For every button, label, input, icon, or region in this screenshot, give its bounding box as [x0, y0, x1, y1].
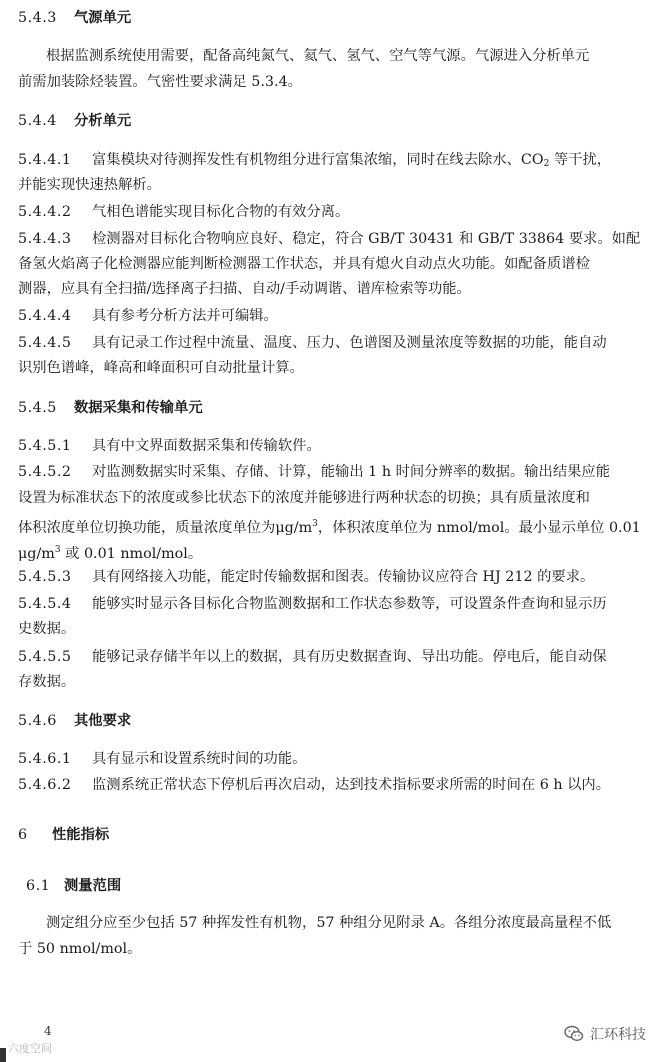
- clause-line: 设置为标准状态下的浓度或参比状态下的浓度并能够进行两种状态的切换；具有质量浓度和: [18, 490, 590, 506]
- clause-line: 5.4.4.1 富集模块对待测挥发性有机物组分进行富集浓缩，同时在线去除水、$CO_2$ 等干扰，: [18, 152, 612, 169]
- corner-mark: [0, 1048, 6, 1062]
- clause-line: 并能实现快速热解析。: [18, 177, 161, 193]
- clause-line: 5.4.5.4 能够实时显示各目标化合物监测数据和工作状态参数等，可设置条件查询和显示历: [18, 596, 607, 612]
- section-heading: 5.4.4 分析单元: [18, 113, 132, 129]
- clause-line: 识别色谱峰，峰高和峰面积可自动批量计算。: [18, 360, 304, 376]
- clause-line: 备氢火焰离子化检测器应能判断检测器工作状态，并具有熄火自动点火功能。如配备质谱检: [18, 256, 590, 272]
- clause-line: 体积浓度单位切换功能，质量浓度单位为$\mu g/m^3$，体积浓度单位为 nmol/mol。最小显示单位 0.01: [18, 519, 641, 536]
- section-heading: 5.4.6 其他要求: [18, 713, 132, 729]
- chapter-heading: 6 性能指标: [18, 827, 110, 843]
- clause-line: 5.4.6.1 具有显示和设置系统时间的功能。: [18, 751, 307, 767]
- paragraph-line: 根据监测系统使用需要，配备高纯氮气、氦气、氢气、空气等气源。气源进入分析单元: [46, 48, 590, 64]
- page-number: 4: [44, 1024, 52, 1038]
- clause-line: 5.4.4.3 检测器对目标化合物响应良好、稳定，符合 GB/T 30431 和 GB/T 33864 要求。如配: [18, 231, 641, 247]
- clause-line: 测器，应具有全扫描/选择离子扫描、自动/手动调谐、谱库检索等功能。: [18, 281, 471, 297]
- clause-line: $\mu g/m^3$ 或 0.01 nmol/mol。: [18, 545, 203, 562]
- section-heading: 5.4.3 气源单元: [18, 10, 132, 26]
- clause-line: 5.4.6.2 监测系统正常状态下停机后再次启动，达到技术指标要求所需的时间在 6 h 以内。: [18, 777, 611, 793]
- clause-line: 5.4.5.3 具有网络接入功能，能定时传输数据和图表。传输协议应符合 HJ 212 的要求。: [18, 569, 595, 585]
- watermark-text: 六度空间: [8, 1042, 52, 1055]
- section-heading: 6.1 测量范围: [26, 878, 122, 894]
- clause-line: 5.4.5.2 对监测数据实时采集、存储、计算，能输出 1 h 时间分辨率的数据。输出结果应能: [18, 464, 611, 480]
- paragraph-line: 测定组分应至少包括 57 种挥发性有机物，57 种组分见附录 A。各组分浓度最高量程不低: [46, 915, 612, 931]
- clause-line: 5.4.5.1 具有中文界面数据采集和传输软件。: [18, 438, 321, 454]
- paragraph-line: 前需加装除烃装置。气密性要求满足 5.3.4。: [18, 74, 302, 90]
- clause-line: 5.4.4.5 具有记录工作过程中流量、温度、压力、色谱图及测量浓度等数据的功能，能自动: [18, 335, 607, 351]
- clause-line: 史数据。: [18, 621, 76, 637]
- clause-line: 5.4.4.4 具有参考分析方法并可编辑。: [18, 308, 278, 324]
- paragraph-line: 于 50 nmol/mol。: [18, 941, 142, 957]
- brand-watermark: [564, 1024, 646, 1044]
- section-heading: 5.4.5 数据采集和传输单元: [18, 400, 203, 416]
- brand-name: 汇环科技: [590, 1027, 646, 1043]
- clause-line: 5.4.4.2 气相色谱能实现目标化合物的有效分离。: [18, 204, 350, 220]
- wechat-icon: [564, 1024, 584, 1044]
- clause-line: 5.4.5.5 能够记录存储半年以上的数据，具有历史数据查询、导出功能。停电后，能自动保: [18, 649, 607, 665]
- clause-line: 存数据。: [18, 674, 76, 690]
